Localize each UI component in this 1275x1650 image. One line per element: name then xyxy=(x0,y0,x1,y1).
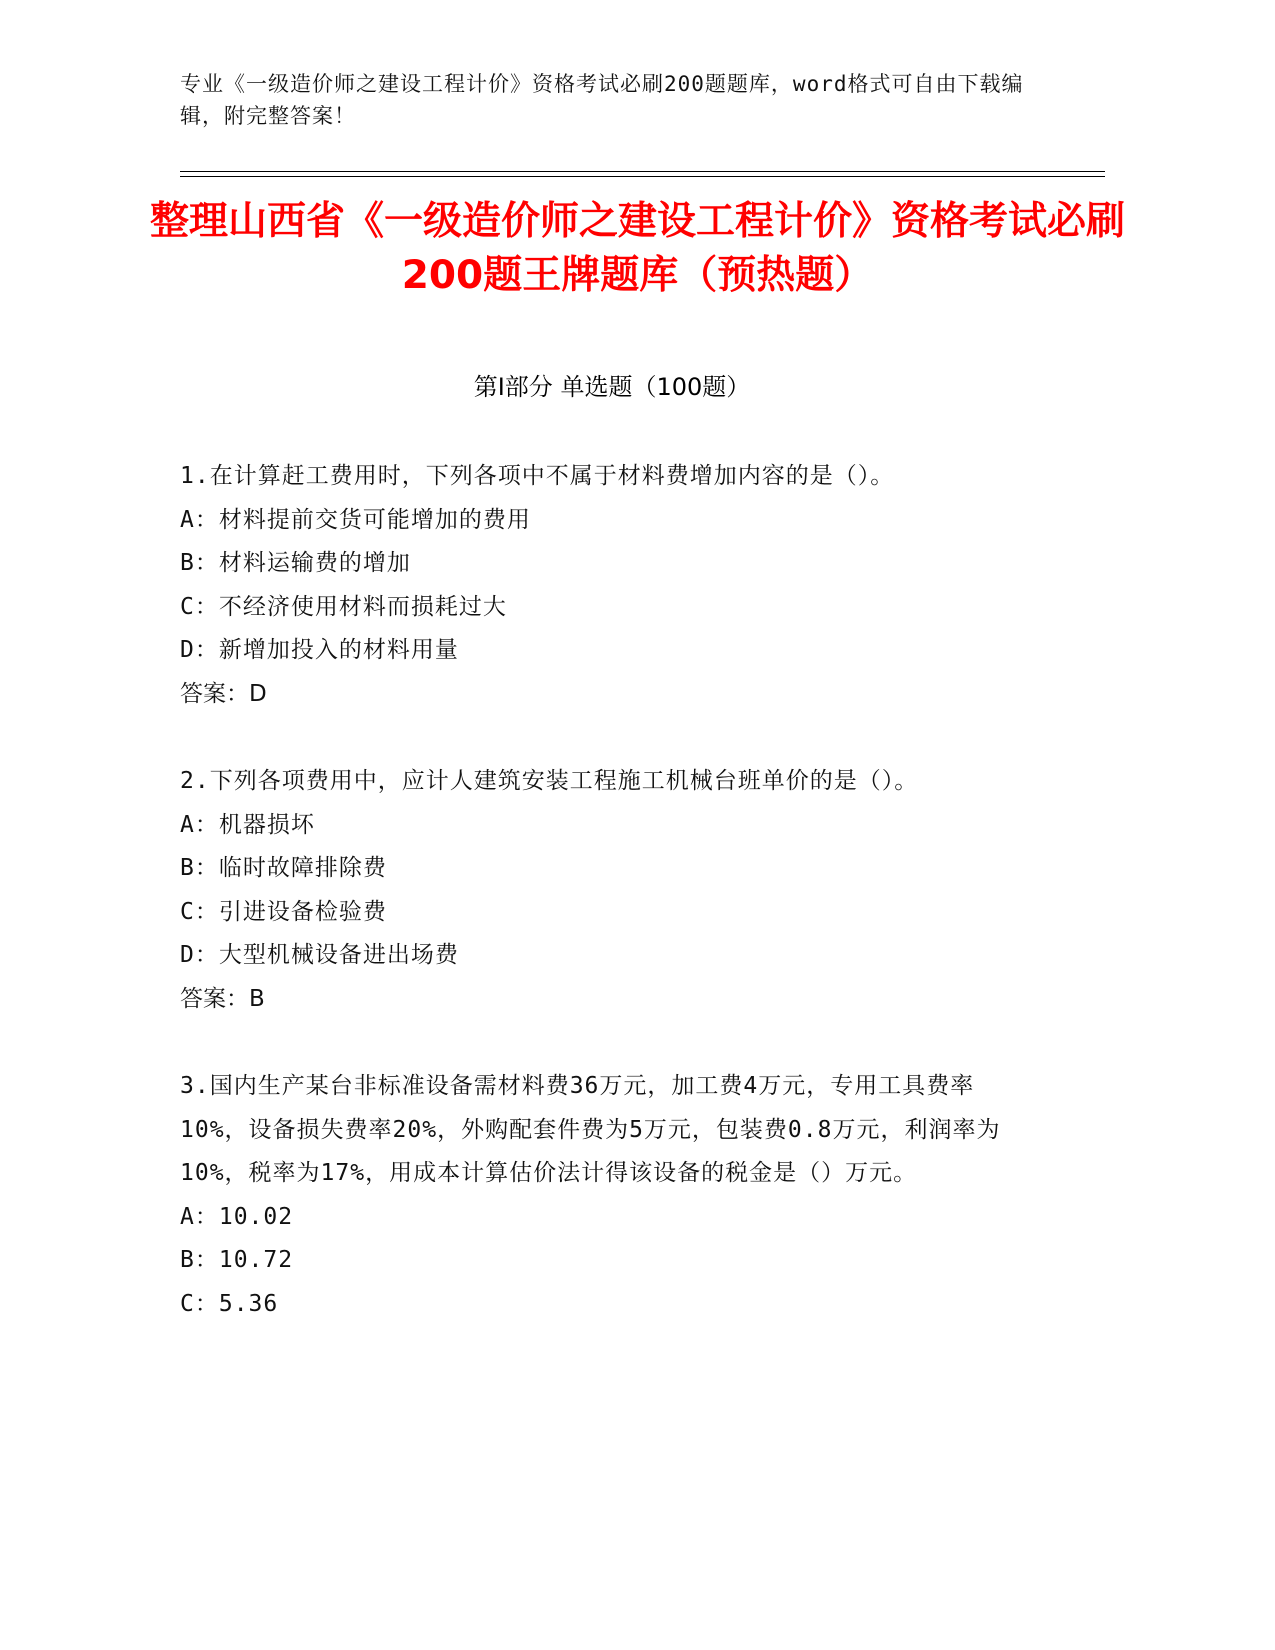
question-stem: 2.下列各项费用中，应计人建筑安装工程施工机械台班单价的是（）。 xyxy=(180,768,919,794)
option-b: B：材料运输费的增加 xyxy=(180,550,411,576)
option-a: A：机器损坏 xyxy=(180,811,315,838)
question-stem: 1.在计算赶工费用时，下列各项中不属于材料费增加内容的是（）。 xyxy=(180,463,895,489)
question-1 xyxy=(180,455,1030,716)
option-c: C：5.36 xyxy=(180,1290,279,1317)
question-spacer xyxy=(180,1021,1030,1065)
option-c: C：不经济使用材料而损耗过大 xyxy=(180,593,507,620)
document-title: 整理山西省《一级造价师之建设工程计价》资格考试必刷200题王牌题库（预热题） xyxy=(150,199,1126,298)
answer-value: D xyxy=(249,680,267,707)
option-a: A：材料提前交货可能增加的费用 xyxy=(180,506,531,533)
answer-label: 答案： xyxy=(180,680,249,707)
question-spacer xyxy=(180,716,1030,760)
question-3 xyxy=(180,1065,1030,1326)
section-heading: 第I部分 单选题（100题） xyxy=(473,373,751,401)
answer-value: B xyxy=(249,985,265,1012)
question-stem: 3.国内生产某台非标准设备需材料费36万元，加工费4万元，专用工具费率10%，设备损失费率20%，外购配套件费为5万元，包装费0.8万元，利润率为10%，税率为17%，用成本计算估价法计得该设备的税金是（）万元。 xyxy=(180,1073,1001,1186)
option-c: C：引进设备检验费 xyxy=(180,898,387,925)
option-d: D：大型机械设备进出场费 xyxy=(180,942,459,968)
answer-label: 答案： xyxy=(180,985,249,1012)
header-divider-top xyxy=(180,171,1105,172)
header-note: 专业《一级造价师之建设工程计价》资格考试必刷200题题库，word格式可自由下载编辑，附完整答案！ xyxy=(180,72,1024,128)
question-list xyxy=(180,455,1030,1326)
answer-line xyxy=(180,978,1030,1022)
option-d: D：新增加投入的材料用量 xyxy=(180,637,459,663)
question-2 xyxy=(180,760,1030,1021)
header-divider-bottom xyxy=(180,176,1105,177)
answer-line xyxy=(180,673,1030,717)
option-b: B：临时故障排除费 xyxy=(180,855,387,881)
option-a: A：10.02 xyxy=(180,1203,294,1230)
option-b: B：10.72 xyxy=(180,1247,294,1273)
